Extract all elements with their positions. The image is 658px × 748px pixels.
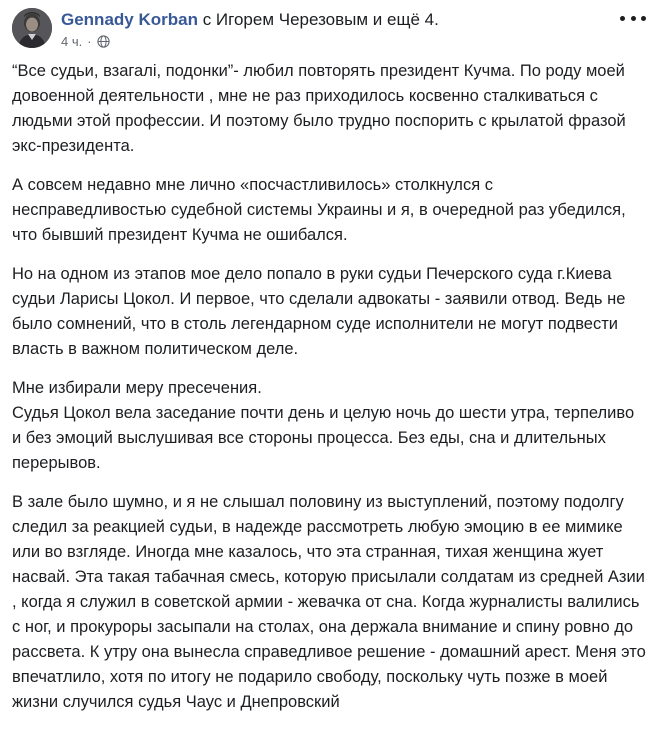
post-header-text <box>61 8 646 49</box>
post-paragraph: Судья Цокол вела заседание почти день и целую ночь до шести утра, терпеливо и без эмоций выслушивая все стороны процесса. Без еды, сна и длительных перерывов. <box>12 404 639 472</box>
post-timestamp[interactable]: 4 ч. <box>61 34 83 49</box>
ellipsis-dot <box>631 16 636 21</box>
ellipsis-dot <box>641 16 646 21</box>
post-author-name[interactable]: Gennady Korban <box>61 10 198 29</box>
post-body <box>12 53 651 715</box>
post-meta <box>61 34 646 49</box>
ellipsis-dot <box>620 16 625 21</box>
avatar[interactable] <box>12 8 52 48</box>
avatar-image <box>12 8 52 48</box>
post-tagged-people[interactable]: с Игорем Черезовым и ещё 4. <box>202 10 439 29</box>
post-paragraph: В зале было шумно, и я не слышал половину из выступлений, поэтому подолгу следил за реакцией судьи, в надежде рассмотреть любую эмоцию в ее мимике или во взгляде. Иногда мне казалось, что эта странная, тихая женщина жует насвай. Эта такая табачная смесь, которую присылали солдатам из средней Азии , когда я служил в советской армии - жевачка от сна. Когда журналисты валились с ног, и прокуроры засыпали на столах, она держала внимание и спину ровно до рассвета. К утру она вынесла справедливое решение - домашний арест. Меня это впечатлило, хотя по итогу не подарило свободу, поскольку чуть позже в моей жизни случился судья Чаус и Днепровский <box>12 493 651 711</box>
post-author-line <box>61 9 646 30</box>
post-paragraph: “Все судьи, взагалі, подонки”- любил повторять президент Кучма. По роду моей довоенной деятельности , мне не раз приходилось косвенно сталкиваться с людьми этой профессии. И поэтому было трудно поспорить с крылатой фразой экс-президента. <box>12 62 631 155</box>
post-paragraph: Мне избирали меру пресечения. <box>12 379 262 397</box>
post-header <box>12 0 646 53</box>
meta-separator: · <box>87 34 92 49</box>
ellipsis-icon[interactable] <box>620 10 646 26</box>
post-paragraph: Но на одном из этапов мое дело попало в руки судьи Печерского суда г.Киева судьи Ларисы Цокол. И первое, что сделали адвокаты - заявили отвод. Ведь не было сомнений, что в столь легендарном суде исполнители не могут подвести власть в важном политическом деле. <box>12 265 630 358</box>
post-paragraph: А совсем недавно мне лично «посчастливилось» столкнулся с несправедливостью судебной системы Украины и я, в очередной раз убедился, что бывший президент Кучма не ошибался. <box>12 176 631 244</box>
globe-icon[interactable] <box>97 35 110 48</box>
globe-icon-svg <box>97 35 110 48</box>
